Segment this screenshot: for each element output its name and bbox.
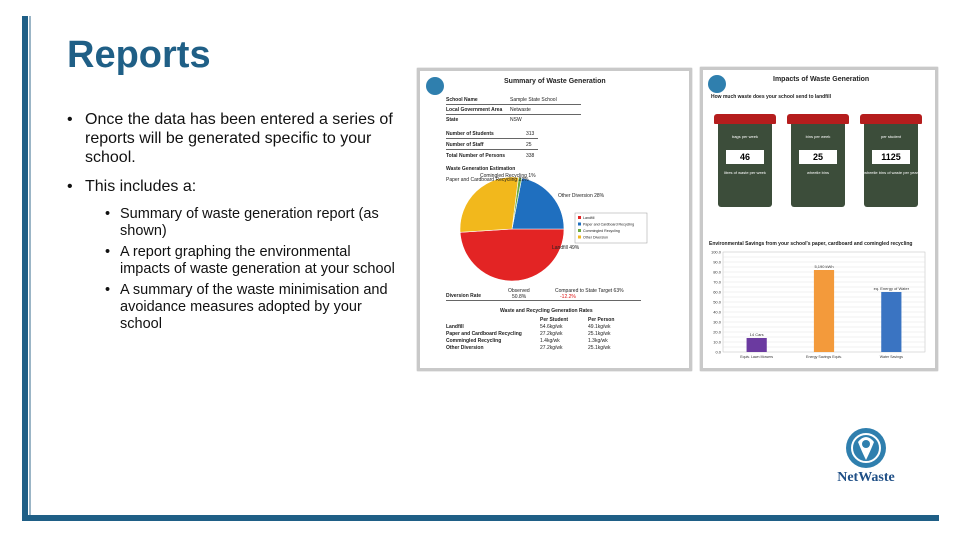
bin-number: 46 <box>726 150 764 164</box>
rates-row-value: 27.2kg/wk <box>540 345 563 351</box>
y-tick-label: 0.0 <box>715 349 721 355</box>
divider <box>446 138 538 139</box>
bin-number: 25 <box>799 150 837 164</box>
pie-label: Comingled Recycling 1% <box>480 173 536 179</box>
row-label: Number of Staff <box>446 142 484 148</box>
row-label: Number of Students <box>446 131 494 137</box>
legend-swatch <box>578 229 581 232</box>
left-accent-line <box>29 16 31 520</box>
divider <box>446 300 641 301</box>
pie-label: Other Diversion 28% <box>558 193 605 199</box>
rates-row-value: 1.3kg/wk <box>588 338 608 344</box>
environmental-savings-chart <box>707 248 929 362</box>
wheelie-bin-icon <box>714 114 776 209</box>
bullet-item: • This includes a: <box>67 177 397 196</box>
bin-body <box>718 124 772 207</box>
bullet-list <box>67 110 397 337</box>
legend-label: Commingled Recycling <box>583 229 620 233</box>
divider <box>446 104 581 105</box>
sub-bullet-item: • A report graphing the environmental impacts of waste generation at your school <box>67 244 397 278</box>
section-heading: Waste Generation Estimation <box>446 166 516 172</box>
y-tick-label: 50.0 <box>713 299 721 305</box>
y-tick-label: 40.0 <box>713 309 721 315</box>
pie-label: Paper and Cardboard Recycling 22% <box>446 177 529 183</box>
y-tick-label: 30.0 <box>713 319 721 325</box>
bin-lid <box>714 114 776 124</box>
legend-label: Other Diversion <box>583 235 608 240</box>
bullet-item: • Once the data has been entered a series of reports will be generated specific to your school. <box>67 110 397 167</box>
bin-body <box>791 124 845 207</box>
diversion-observed-label: Observed <box>508 288 530 294</box>
rates-row-value: 25.1kg/wk <box>588 331 611 337</box>
divider <box>446 114 581 115</box>
rates-row-value: 25.1kg/wk <box>588 345 611 351</box>
bin-top-label: bags per week <box>731 134 758 139</box>
y-tick-label: 80.0 <box>713 269 721 275</box>
waste-impacts-report <box>700 67 938 371</box>
diversion-target: -12.2% <box>560 294 576 300</box>
rates-header: Per Student <box>540 317 569 323</box>
bin-top-label: bins per week <box>805 134 831 139</box>
bar-data-label: 14 Cars <box>749 332 764 337</box>
report-subtitle: How much waste does your school send to landfill <box>711 94 832 100</box>
bar <box>881 292 901 352</box>
netwaste-logo-icon <box>708 75 726 93</box>
y-tick-label: 90.0 <box>713 259 721 265</box>
row-value: Netwaste <box>510 107 531 113</box>
rates-row-label: Landfill <box>446 324 464 330</box>
diversion-target-label: Compared to State Target 63% <box>555 288 624 294</box>
bar <box>814 270 834 352</box>
wheelie-bin-icon <box>860 114 922 209</box>
row-label: School Name <box>446 97 478 103</box>
row-value: 25 <box>526 142 532 148</box>
bin-bottom-label: wheelie bins <box>806 170 829 175</box>
slide-title: Reports <box>67 34 211 76</box>
legend-label: Landfill <box>583 216 595 220</box>
bar-data-label: 5,190 kWh <box>814 264 834 269</box>
bottom-accent-bar <box>22 515 939 521</box>
sub-bullet-item: • A summary of the waste minimisation and avoidance measures adopted by your school <box>67 282 397 333</box>
row-label: Total Number of Persons <box>446 153 506 159</box>
legend-swatch <box>578 223 581 226</box>
pie-slice <box>460 229 564 281</box>
bin-bottom-label: wheelie bins of waste per year <box>864 170 918 175</box>
row-value: Sample State School <box>510 97 557 103</box>
row-value: NSW <box>510 117 522 123</box>
y-tick-label: 60.0 <box>713 289 721 295</box>
y-tick-label: 20.0 <box>713 329 721 335</box>
wheelie-bin-icon <box>787 114 849 209</box>
divider <box>446 149 538 150</box>
row-label: State <box>446 117 459 123</box>
impact-chart-title: Environmental Savings from your school's paper, cardboard and comingled recycling <box>709 241 913 247</box>
x-tick-label: Energy Savings Equiv. <box>806 355 842 359</box>
x-tick-label: Water Savings <box>879 355 903 359</box>
bin-number: 1125 <box>872 150 910 164</box>
rates-row-label: Other Diversion <box>446 345 484 351</box>
netwaste-logo <box>832 424 900 494</box>
waste-pie-chart <box>440 171 650 289</box>
bin-lid <box>860 114 922 124</box>
legend-swatch <box>578 236 581 239</box>
bin-lid <box>787 114 849 124</box>
bin-bottom-label: litres of waste per week <box>724 170 766 175</box>
rates-row-value: 54.6kg/wk <box>540 324 563 330</box>
bar <box>747 338 767 352</box>
rates-title: Waste and Recycling Generation Rates <box>500 308 593 314</box>
sub-bullet-list <box>67 206 397 333</box>
left-accent-bar <box>22 16 28 520</box>
row-label: Local Government Area <box>446 107 503 113</box>
y-tick-label: 70.0 <box>713 279 721 285</box>
logo-text: NetWaste <box>837 470 895 485</box>
rates-row-value: 49.1kg/wk <box>588 324 611 330</box>
report-title: Impacts of Waste Generation <box>773 76 870 83</box>
waste-summary-report <box>417 68 692 371</box>
y-tick-label: 100.0 <box>710 249 721 255</box>
bin-top-label: per student <box>880 134 901 139</box>
rates-row-value: 27.2kg/wk <box>540 331 563 337</box>
netwaste-logo-icon <box>426 77 444 95</box>
row-value: 338 <box>526 153 535 159</box>
diversion-observed: 50.8% <box>512 294 527 300</box>
row-value: 313 <box>526 131 535 137</box>
pie-slice <box>460 177 519 232</box>
rates-header: Per Person <box>588 317 615 323</box>
rates-row-label: Commingled Recycling <box>446 338 502 344</box>
diversion-label: Diversion Rate <box>446 293 482 299</box>
x-tick-label: Equiv. Lawn Mowers <box>740 355 774 359</box>
legend-swatch <box>578 216 581 219</box>
bin-body <box>864 124 918 207</box>
report-title: Summary of Waste Generation <box>504 78 606 85</box>
pie-label: Landfill 49% <box>552 245 580 251</box>
y-tick-label: 10.0 <box>713 339 721 345</box>
sub-bullet-item: • Summary of waste generation report (as shown) <box>67 206 397 240</box>
rates-row-label: Paper and Cardboard Recycling <box>446 331 522 337</box>
rates-row-value: 1.4kg/wk <box>540 338 560 344</box>
legend-label: Paper and Cardboard Recycling <box>583 222 635 227</box>
bar-data-label: eq. Energy of Water <box>873 286 910 291</box>
